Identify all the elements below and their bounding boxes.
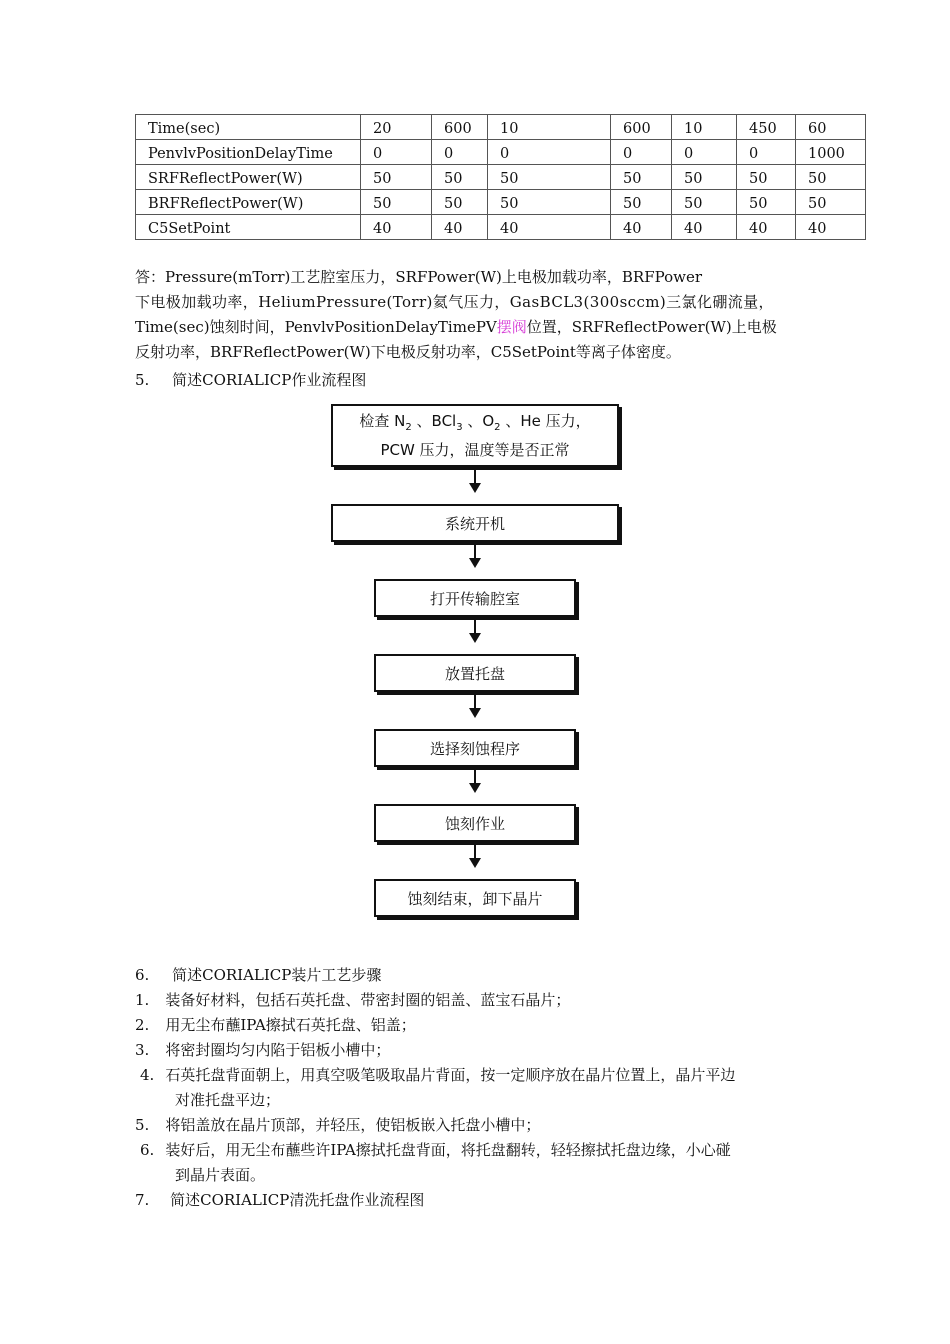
value-cell: 10 [672, 115, 737, 140]
value-cell: 50 [488, 165, 611, 190]
value-cell: 40 [796, 215, 866, 240]
value-cell: 50 [361, 165, 432, 190]
value-cell: 50 [611, 165, 672, 190]
value-cell: 0 [432, 140, 488, 165]
question-7 [135, 1188, 424, 1212]
flow-step-place-tray: 放置托盘 [374, 654, 576, 692]
value-cell: 600 [432, 115, 488, 140]
value-cell: 50 [796, 165, 866, 190]
highlighted-term: 摆阀 [496, 318, 527, 336]
value-cell: 50 [737, 165, 796, 190]
value-cell: 20 [361, 115, 432, 140]
flow-step-unload-wafer: 蚀刻结束，卸下晶片 [374, 879, 576, 917]
value-cell: 40 [737, 215, 796, 240]
question-text: 简述CORIALICP清洗托盘作业流程图 [170, 1191, 425, 1209]
question-text: 简述CORIALICP作业流程图 [172, 371, 367, 389]
value-cell: 40 [432, 215, 488, 240]
value-cell: 0 [611, 140, 672, 165]
flow-arrow [474, 694, 476, 716]
flow-arrow [474, 544, 476, 566]
value-cell: 1000 [796, 140, 866, 165]
value-cell: 50 [488, 190, 611, 215]
flow-step-etching: 蚀刻作业 [374, 804, 576, 842]
parameter-name-cell: PenvlvPositionDelayTime [136, 140, 361, 165]
step-6-continued: 到晶片表面。 [175, 1166, 266, 1184]
value-cell: 50 [796, 190, 866, 215]
parameter-name-cell: SRFReflectPower(W) [136, 165, 361, 190]
value-cell: 50 [737, 190, 796, 215]
flow-arrow [474, 844, 476, 866]
flow-step-open-transfer-chamber: 打开传输腔室 [374, 579, 576, 617]
answer-paragraph [135, 265, 777, 365]
value-cell: 0 [488, 140, 611, 165]
value-cell: 50 [432, 190, 488, 215]
question-text: 简述CORIALICP装片工艺步骤 [172, 966, 382, 984]
value-cell: 50 [672, 190, 737, 215]
value-cell: 50 [672, 165, 737, 190]
question-number: 6. [135, 966, 150, 984]
answer-line-2: 下电极加载功率，HeliumPressure(Torr)氦气压力，GasBCL3(300sccm)三氯化硼流量， [135, 293, 774, 311]
step-4: 4. 石英托盘背面朝上，用真空吸笔吸取晶片背面，按一定顺序放在晶片位置上，晶片平边 [140, 1066, 736, 1084]
flow-step-select-program: 选择刻蚀程序 [374, 729, 576, 767]
value-cell: 0 [361, 140, 432, 165]
question-5 [135, 368, 366, 392]
value-cell: 60 [796, 115, 866, 140]
question-6 [135, 963, 381, 987]
parameter-name-cell: Time(sec) [136, 115, 361, 140]
table-row [136, 115, 866, 140]
step-2: 2. 用无尘布蘸IPA擦拭石英托盘、铝盖； [135, 1016, 416, 1034]
step-3: 3. 将密封圈均匀内陷于铝板小槽中； [135, 1041, 391, 1059]
value-cell: 40 [672, 215, 737, 240]
value-cell: 40 [611, 215, 672, 240]
table-row [136, 215, 866, 240]
parameter-name-cell: BRFReflectPower(W) [136, 190, 361, 215]
value-cell: 50 [361, 190, 432, 215]
flow-arrow [474, 469, 476, 491]
value-cell: 10 [488, 115, 611, 140]
answer-line-3: Time(sec)蚀刻时间，PenvlvPositionDelayTimePV摆阀位置，SRFReflectPower(W)上电极 [135, 318, 777, 336]
value-cell: 450 [737, 115, 796, 140]
parameter-name-cell: C5SetPoint [136, 215, 361, 240]
answer-line-4: 反射功率，BRFReflectPower(W)下电极反射功率，C5SetPoint等离子体密度。 [135, 343, 681, 361]
step-4-continued: 对准托盘平边； [175, 1091, 281, 1109]
value-cell: 40 [488, 215, 611, 240]
table-row [136, 140, 866, 165]
step-1: 1. 装备好材料，包括石英托盘、带密封圈的铝盖、蓝宝石晶片； [135, 991, 571, 1009]
table-row [136, 190, 866, 215]
question-number: 5. [135, 371, 150, 389]
step-6: 6. 装好后，用无尘布蘸些许IPA擦拭托盘背面，将托盘翻转，轻轻擦拭托盘边缘，小心碰 [140, 1141, 731, 1159]
question-number: 7. [135, 1191, 150, 1209]
step-5: 5. 将铝盖放在晶片顶部，并轻压，使铝板嵌入托盘小槽中； [135, 1116, 541, 1134]
parameter-table [135, 114, 866, 240]
value-cell: 50 [611, 190, 672, 215]
flow-arrow [474, 619, 476, 641]
value-cell: 50 [432, 165, 488, 190]
value-cell: 0 [672, 140, 737, 165]
flow-step-power-on: 系统开机 [331, 504, 619, 542]
value-cell: 0 [737, 140, 796, 165]
value-cell: 40 [361, 215, 432, 240]
flow-arrow [474, 769, 476, 791]
answer-line-1: 答：Pressure(mTorr)工艺腔室压力，SRFPower(W)上电极加载功率，BRFPower [135, 268, 703, 286]
table-row [136, 165, 866, 190]
flow-step-check: 检查 $N_2$ 、BCl$_3$ 、$O_2$ 、He 压力， PCW 压力，温度等是否正常 [331, 404, 619, 467]
value-cell: 600 [611, 115, 672, 140]
